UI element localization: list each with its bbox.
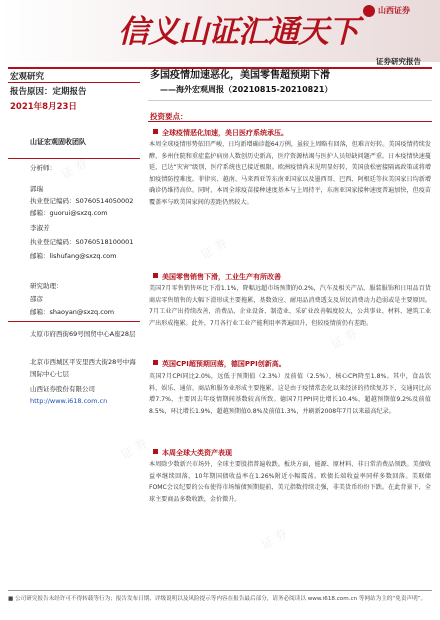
title-divider	[148, 100, 432, 101]
company-logo-icon	[363, 5, 375, 17]
watermark: 证 券	[198, 235, 230, 262]
company-url-link[interactable]: http://www.i618.com.cn	[30, 397, 108, 405]
assistant-email[interactable]: 邮箱：shaoyan@sxzq.com	[30, 308, 115, 316]
address-beijing: 北京市西城区平安里西大街28号中海国际中心七层	[30, 358, 136, 378]
section-text-4: 本周除少数新兴市场外，全球主要股指普遍收跌。板块方面，能源、原材料、非日常消费品领跌。美债收益率继续回落，10年期国债收益率在1.26%附近小幅震荡。欧债长端收益率同样多数回落。美联储FOMC会议纪要的公布使得市场缩债预期提前，美元指数持续走强，非美货币纷纷下跌。在此背景下，全球主要商品多数收跌，金价微升。	[149, 461, 431, 503]
analyst-cert: 执业登记编码：S0760514050002	[30, 197, 134, 205]
analyst-name: 李淑芳	[30, 224, 50, 232]
company-logo-text: 山西证券	[378, 6, 410, 15]
section-heading-4: 本周全球大类资产表现	[153, 448, 232, 458]
invest-highlights-title: 投资要点：	[150, 112, 188, 121]
watermark: 证 券	[258, 525, 290, 552]
section-heading-2: 美国零售销售下滑，工业生产有所改善	[153, 272, 281, 282]
category-label: 宏观研究	[10, 72, 45, 82]
brand-calligraphy: 信义山证汇通天下	[118, 14, 358, 50]
assistant-name: 邵彦	[30, 295, 43, 303]
assistant-label: 研究助理：	[30, 282, 63, 290]
report-reason: 报告原因：定期报告	[10, 87, 87, 97]
analyst-email[interactable]: 邮箱：guorui@sxzq.com	[30, 209, 108, 217]
address-taiyuan: 太原市府西街69号国贸中心A座28层	[30, 330, 136, 338]
invest-divider	[148, 121, 432, 122]
bullet-square-icon	[153, 273, 158, 278]
watermark: 证 券	[328, 325, 360, 352]
company-name: 山西证券股份有限公司	[30, 385, 95, 393]
analyst-name: 郭瑞	[30, 185, 43, 193]
section-heading-1: 全球疫情恶化加速，美日医疗系统承压。	[153, 128, 288, 138]
report-date: 2021年8月23日	[10, 102, 77, 112]
page-title: 多国疫情加速恶化，美国零售超预期下滑	[150, 70, 330, 81]
page-subtitle: ——海外宏观周报（20210815-20210821）	[160, 85, 333, 94]
section-text-3: 英国7月CPI同比2.0%，远低于预期值（2.3%）及前值（2.5%），核心CPI降至1.8%。其中，食品饮料、娱乐、通信、商品和服务业形成主要拖累。这是由于疫情常态化以来经济的持续复苏下，交通同比高增7.7%，主要因去年疫情期间基数较高所致。德国7月PPI同比增长10.4%，超越预期值9.2%及前值8.5%，环比增长1.9%，超越预期值0.8%及前值1.3%，并刷新2008年7月以来最高纪录。	[149, 373, 431, 415]
section-text-1: 本周全球疫情形势依旧严峻，日均新增确诊超64万例，虽较上周略有回落，但难言好转。美国疫情持续发酵，多州住院和重症监护病房人数创历史新高，医疗资源枯竭与医护人员短缺问题严重。日本疫情快速蔓延，已达“灾害”级别，医疗系统也已接近极限。欧洲疫情尚未见明显好转，美国放松密接隔离政策或将增加疫情防控难度。菲律宾、越南、马来西亚等东南亚国家以及墨西哥、巴西、阿根廷等拉美国家日均新增确诊仍维持高位。同时，本周全球疫苗接种速度基本与上周持平，东南亚国家接种速度普遍加快，但疫苗覆盖率与欧美国家间的差距仍然较大。	[149, 141, 431, 206]
report-type-label: 证券研究报告	[376, 57, 421, 66]
analyst-email[interactable]: 邮箱：lishufang@sxzq.com	[30, 252, 117, 260]
address-divider	[8, 321, 140, 322]
watermark: 证 券	[118, 435, 150, 462]
footer-disclaimer: ■ 公司研究报告未经许可不得转载等行为；报告发布日期、评级说明以及风险提示等内容在报告最后部分，请务必阅读以 www.i618.com.cn 等网站为主的“免责声明”。	[8, 596, 427, 602]
section-heading-3: 英国CPI超预期回落，德国PPI创新高。	[153, 359, 286, 369]
footer-divider	[8, 590, 432, 591]
bullet-square-icon	[153, 129, 158, 134]
section-text-2: 美国7月零售销售环比下滑1.1%，降幅远超市场预期的0.2%，汽车及相关产品、服装服饰和日用品百货商店零售销售的大幅下滑形成主要拖累，基数效应、耐用品消费透支及居民消费动力趋弱或是主要原因。7月工业产出持续改善，消费品、企业设备、制造业、采矿业改善幅度较大，公共事业、材料、建筑工业产出形成拖累。此外，7月各行业工业产能利用率普遍回升，但较疫情前仍有差距。	[149, 285, 431, 327]
analyst-cert: 执业登记编码：S0760518100001	[30, 238, 134, 246]
watermark: 证 券	[58, 155, 90, 182]
category-divider	[8, 82, 140, 83]
team-heading: 山证宏观固收团队	[30, 138, 86, 146]
bullet-square-icon	[153, 449, 158, 454]
analyst-label: 分析师：	[30, 164, 56, 172]
bullet-square-icon	[153, 360, 158, 365]
